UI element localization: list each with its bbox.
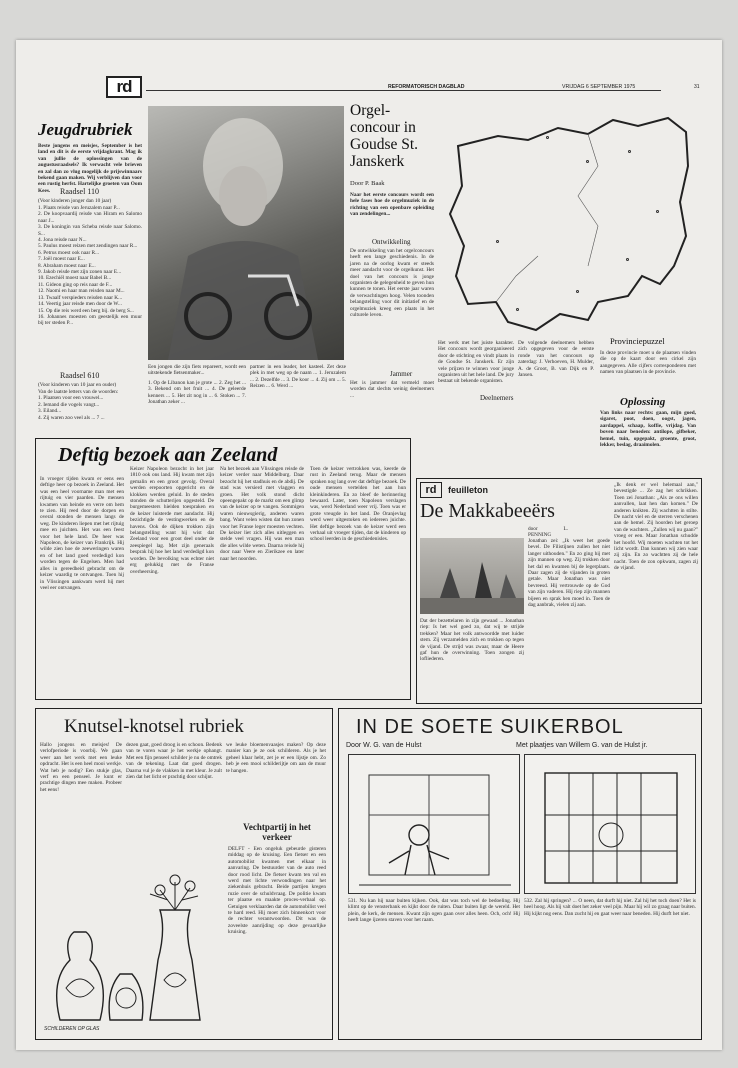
orgel-title-text: Orgel-concour in Goudse St. Janskerk: [350, 102, 419, 170]
map-place-dot: [516, 308, 519, 311]
logo-text: rd: [116, 77, 132, 96]
raadsel-line: 3. De koningin van Scheba reisde naar Salomo. S...: [38, 224, 142, 237]
masthead-paper-name: REFORMATORISCH DAGBLAD: [388, 84, 465, 90]
oplossing-title: Oplossing: [620, 396, 666, 408]
orgel-col1b: Het is jammer dat vermeld moet worden dat slechts weinig deelnemers ...: [350, 380, 434, 399]
knutsel-title: Knutsel-knotsel rubriek: [64, 716, 244, 737]
deftig-col4: Toen de keizer vertrokken was, keerde de rust in Zeeland terug. Maar de mensen spraken nog lang over dat deftige bezoek. De oude mensen vertelden het aan hun kleinkinderen. En zo bleef de herinnering bewaard. Later, toen Napoleon verslagen was, werd Nederland weer vrij. Toen was er grote vreugde in het land. De Oranjevlag werd weer uitgestoken en iedereen juichte. Het deftige bezoek van de keizer werd een verhaal uit vroeger tijden, dat de kinderen op school leerden in de geschiedenisles.: [310, 466, 406, 543]
caption-532: 532. Zal hij springen? ... O neen, dat durft hij niet.: [524, 898, 633, 904]
knutsel-col3: we leuke bloemenvaasjes maken? Op deze manier kan je ze ook schilderen. Als je het geheel klaar hebt, zet je er een lijstje om. Zo heb je een mooi schilderijtje om aan de muur te hangen.: [226, 742, 326, 774]
feuilleton-col1: Dat der bezettelaren in zijn gewaad ... Jonathan riep: Is het wel goed zo, dat wij te strijde trekken? Maar het volk antwoordde met luider stem. Zij verzamelden zich en trokken op tegen de vijand. De strijd was zwaar, maar de Heere gaf hun de overwinning. Toen zongen zij lofliederen.: [420, 618, 524, 663]
orgel-author: Door P. Baak: [350, 180, 385, 187]
raadsel-line: 4. Zij waren zoo veel als ... 7 ...: [38, 414, 105, 421]
knutsel-col1: Hallo jongens en meisjes! De verlofperiode is voorbij. We gaan weer aan het werk met een leuke opdracht. Het is een heel mooi werkje. Wat heb je nodig? Een stukje glas, verf en een penseel. Je kunt er prachtige dingen mee maken. Probeer het eens!: [40, 742, 122, 793]
orgel-lead: Naar het eerste concours wordt een hele fases hoe de orgelmuziek in de richting van een openbare opleiding van zendelingen...: [350, 192, 434, 218]
deftig-title: Deftig bezoek aan Zeeland: [58, 444, 278, 466]
orgel-sub-jammer: Jammer: [390, 370, 413, 378]
masthead-logo: [106, 76, 142, 98]
feuilleton-logo: [420, 482, 442, 498]
jeugd-text-col3: partner in een leader, het kasteel. Zet deze plek in met weg op de naam ... 1. Jeruzalem ... 2. Dezelfde ... 3. De koor ... 4. Zij om ... 5. Reizen ... 6. Werd ...: [250, 364, 346, 390]
boy-climbing-illustration: [349, 755, 521, 895]
raadsel-line: 7. Joël moest naar E...: [38, 256, 85, 263]
suikerbol-title: IN DE SOETE SUIKERBOL: [356, 716, 624, 738]
raadsel-line: 2. Iemand die vogels vangt...: [38, 401, 100, 408]
raadsel-line: 1. Plaatsen voor een vrouwel...: [38, 395, 104, 402]
map-place-dot: [626, 258, 629, 261]
raadsel-110-list: [38, 205, 142, 368]
deftig-col3: Na het bezoek aan Vlissingen reisde de keizer verder naar Middelburg. Daar bezocht hij het stadhuis en de abdij. De stad was versierd met vlaggen en groen. Het volk stond dicht opeengepakt op de markt om een glimp van de keizer op te vangen. Sommigen waren nieuwsgierig, anderen waren bang. Want velen wisten dat hun zonen voor het Franse leger moesten vechten. De keizer liet zich alles uitleggen en stelde veel vragen. Hij was een man die alles wilde weten. Daarna reisde hij door naar Veere en Zierikzee en later naar het noorden.: [220, 466, 304, 562]
window-bars-illustration: [525, 755, 697, 895]
raadsel-line: 16. Johannes moesten om geestelijk een muur bij ter steden P...: [38, 313, 142, 327]
suikerbol-illustration-right: [524, 754, 696, 894]
caption-531: 531. Nu kan hij naar buiten kijken.: [348, 898, 427, 904]
provincie-intro: In deze provincie moet u de plaatsen vinden die op de kaart door een cirkel zijn aangegeven. Alle cijfers corresponderen met namen van plaatsen in de provincie.: [600, 350, 696, 376]
feuilleton-author: door L. PENNING: [528, 526, 568, 539]
map-place-dot: [546, 136, 549, 139]
raadsel-line: 15. Op die reis werd een berg bij. de berg S...: [38, 307, 134, 314]
raadsel-line: 11. Gideon ging op reis naar de F...: [38, 281, 113, 288]
raadsel-line: 5. Paulus moest reizen met zendingen naar R...: [38, 243, 138, 250]
raadsel-line: 9. Jakob reisde met zijn zonen naar E...: [38, 269, 122, 276]
knutsel-sub: Vechtpartij in het verkeer: [243, 822, 311, 842]
suikerbol-caption-left: 531. Nu kan hij naar buiten kijken. Ook, dat was toch wel de bedoeling. Hij klimt op de vensterbank en kijkt door de ruiten. Daar buiten ligt de wereld. Het plein, de kerk, de mensen. Kwant zijn ogen gaan over alles heen. Och, och! Hij heeft lange ijzeren staven voor het raam.: [348, 898, 520, 924]
feuilleton-label: feuilleton: [448, 485, 488, 495]
orgel-col1: De ontwikkeling van het orgelconcours heeft een lange geschiedenis. In de jaren na de oorlog kwam er steeds meer aandacht voor de orgelkunst. Het doel van het concours is jonge organisten de gelegenheid te geven hun kunnen te tonen. Het eerste jaar waren de verwachtingen hoog. Velen toonden belangstelling voor dit initiatief en de orgelmuziek kreeg een plaats in het culturele leven.: [350, 248, 434, 319]
battle-scene-illustration: [420, 538, 524, 614]
orgel-col2: Het werk met het juiste karakter. Het concours wordt georganiseerd door de stichting en vindt plaats in de Goudse St. Janskerk. Er zijn vele prijzen te winnen voor jonge organisten uit het hele land. De jury bestaat uit bekende organisten.: [438, 340, 514, 385]
orgel-sub-ontwikkeling: Ontwikkeling: [372, 238, 411, 246]
raadsel-line: 14. Veertig jaar reisde men door de W...: [38, 301, 122, 308]
page-number: 31: [694, 84, 700, 90]
suikerbol-illustration-left: [348, 754, 520, 894]
feuilleton-illustration: [420, 538, 524, 614]
raadsel-line: 3. Eiland...: [38, 408, 62, 415]
provincie-title: Provinciepuzzel: [610, 336, 665, 346]
map-place-dot: [628, 150, 631, 153]
feuilleton-col2: Jonathan zei: „Ik weet het goede bevel. De Filistijnen zullen het niet langer uithouden." En zo ging hij met zijn mannen op weg. Zij trokken door het dal en kwamen bij de legerplaats. Daar zagen zij de vijanden in groten getale. Maar Jonathan was niet bevreesd. Hij vertrouwde op de God van zijn vaderen. Hij riep zijn mannen bijeen en sprak hen moed in. Toen de dag aanbrak, vielen zij aan.: [528, 538, 610, 609]
suikerbol-byline-right: Met plaatjes van Willem G. van de Hulst jr.: [516, 742, 648, 749]
jeugd-text-col2: 1. Op de Libanon kan je grote ... 2. Zeg het ... 3. Bekend om het fruit ... 4. De geleerde kenners ... 5. Het zit nog in ... 6. Stoken ... 7. Jonathan zeker ...: [148, 380, 246, 406]
suikerbol-caption-right: 532. Zal hij springen? ... O neen, dat durft hij niet. Zal hij het toch doen? Het is heel hoog. Als hij valt doet het zeker veel pijn. Maar hij wil zo graag naar buiten. Hij kijkt nog eens. Dan zucht hij en gaat weer naar beneden. Hij durft het niet.: [524, 898, 696, 917]
raadsel-110-sub: (Voor kinderen jonger dan 10 jaar): [38, 198, 112, 204]
oplossing-text: Van links naar rechts: gaan, mijn goed, sigaret, poot, doen, oogst, jagen, aardappel, schaap, koffie, vrijdag. Van boven naar beneden: antilope, gifbeker, hemel, tuin, opgepakt, groente, groot, lekker, beslag, draaimolen.: [600, 410, 696, 449]
orgel-sub-deelnemers: Deelnemers: [480, 394, 514, 402]
map-place-dot: [656, 210, 659, 213]
feuilleton-col3: „Ik denk er wel helemaal aan," bevestigde ... Ze zag het schrikken. Toen zei Jonathan: „Als ze ons willen aanvallen, laat hen dan komen." De anderen knikten. Zij wachtten in stilte. De nacht viel en de sterren verschenen aan de hemel. Zij hoorden het geroep van de wachters. „Zullen wij nu gaan?" vroeg er een. Maar Jonathan schudde het hoofd. Wij moeten wachten tot het licht wordt. Dan kunnen wij zien waar zij zijn. En zo wachtten zij de hele nacht. Toen de zon opkwam, zagen zij de vijand.: [614, 482, 698, 572]
orgel-title: [350, 102, 434, 170]
vases-illustration: [40, 870, 224, 1034]
province-map: [438, 106, 698, 338]
masthead-dateline: VRIJDAG 6 SEPTEMBER 1975: [562, 84, 636, 90]
deftig-col1: In vroeger tijden kwam er eens een deftige heer op bezoek in Zeeland. Het was een heel voorname man met een rijtuig en vier paarden. De mensen kwamen van heinde en verre om hem te zien. Hij reed door de dorpen en overal stonden de mensen langs de weg. De kinderen liepen met het rijtuig mee en juichten. Het was een feest voor het hele land. De heer was Napoleon, de keizer van Frankrijk. Hij wilde zien hoe de zeeweringen waren en of het land goed verdedigd kon worden tegen de Engelsen. Men had alles in gereedheid gebracht om de keizer waardig te ontvangen. Toen hij in Vlissingen aankwam werd hij met veel eer ontvangen.: [40, 476, 124, 591]
glass-painting-vases: [40, 870, 224, 1034]
map-outline: [438, 106, 698, 338]
raadsel-line: 13. Twaalf verspieders reisden naar K...: [38, 294, 123, 301]
jeugd-title: Jeugdrubriek: [38, 120, 133, 139]
knutsel-credit: SCHILDEREN OP GLAS: [44, 1026, 100, 1032]
knutsel-col2: dezen gaat, goed droog is en schoon. Bedenk van te voren waar je het werkje ophangt. Met een fijn penseel schilder je nu de omtrek van de tekening. Laat dat goed drogen. Daarna vul je de vlakken in met kleur. Je zult zien dat het licht er prachtig door schijnt.: [126, 742, 222, 781]
raadsel-110-title: Raadsel 110: [60, 187, 100, 196]
jeugd-intro: Beste jongens en meisjes, September is het land en dit is de eerste vrijdagkrant. Mag ik van jullie de oplossingen van de augustusraadsels? Ik verwacht vele brieven en zal dan zo vlug mogelijk de prijswinnaars bekend gaan maken. Wij verblijven dan voor een rustig herfst. Hartelijke groeten van Oom Kees.: [38, 143, 142, 194]
raadsel-line: 8. Abraham moest naar E...: [38, 262, 96, 269]
deftig-col2: Keizer Napoleon bezocht in het jaar 1810 ook ons land. Hij kwam met zijn gemalin en een groot gevolg. Overal werden erepoorten opgericht en de klokken werden geluid. In de steden stonden de schutterijen opgesteld. De burgemeesters hielden toespraken en de keizer luisterde met aandacht. Hij bezichtigde de vestingwerken en de havens. Ook de dijken trokken zijn belangstelling want hij wist dat Zeeland voor een groot deel onder de zeespiegel lag. Met zijn generaals besprak hij hoe het land verdedigd kon worden. De bevolking was echter niet erg gelukkig met de Franse overheersing.: [130, 466, 214, 575]
map-place-dot: [496, 240, 499, 243]
orgel-col3: De volgende deelnemers hebben zich opgegeven voor de eerste ronde van het concours op zaterdag: J. Verhoeven, H. Mulder, A. de Groot, B. van Dijk en P. Jansen.: [518, 340, 594, 379]
raadsel-line: 1. Plaats reisde van Jeruzalem naar P...: [38, 205, 120, 211]
suikerbol-byline-left: Door W. G. van de Hulst: [346, 742, 422, 749]
feuilleton-title: De Makkabeeërs: [420, 500, 555, 522]
raadsel-line: 4. Jona reisde naar N...: [38, 237, 87, 244]
raadsel-610-title: Raadsel 610: [60, 371, 100, 380]
raadsel-610-sub: (Voor kinderen van 10 jaar en ouder): [38, 382, 117, 388]
map-place-dot: [576, 290, 579, 293]
newspaper-page: [16, 40, 722, 1050]
masthead-rule: [146, 90, 661, 91]
raadsel-line: 12. Naomi en haar man reisden naar M...: [38, 288, 125, 295]
raadsel-line: Van de laatste letters van de woorden:: [38, 389, 119, 395]
knutsel-sub-text: DELFT - Een ongeluk gebeurde gisteren middag op de kruising. Een fietser en een automobilist kwamen met elkaar in aanvaring. De bestuurder van de auto reed door rood licht. De fietser kwam ten val en werd met lichte verwondingen naar het ziekenhuis gebracht. Beide partijen kregen ruzie over de schuldvraag. De politie kwam ter plaatse en maakte proces-verbaal op. Getuigen verklaarden dat de automobilist veel te hard reed. Hij moet zich binnenkort voor de rechter verantwoorden. Dit was de zoveelste aanrijding op deze gevaarlijke kruising.: [228, 846, 326, 936]
jeugd-photo-caption: Een jongen die zijn fiets repareert, wordt een uitstekende fietsenmaker...: [148, 364, 246, 377]
raadsel-line: 6. Petrus moest ook naar R...: [38, 249, 100, 256]
raadsel-line: 2. De koopvaardij reisde van Hiram en Salomo naar J...: [38, 211, 142, 224]
jeugd-photo: [148, 106, 344, 360]
photo-boy-illustration: [148, 106, 344, 360]
map-place-dot: [586, 160, 589, 163]
feuilleton-logo-text: rd: [425, 484, 437, 496]
raadsel-610-list: [38, 389, 142, 419]
raadsel-line: 10. Ezechiël moest naar Babel B...: [38, 275, 112, 282]
